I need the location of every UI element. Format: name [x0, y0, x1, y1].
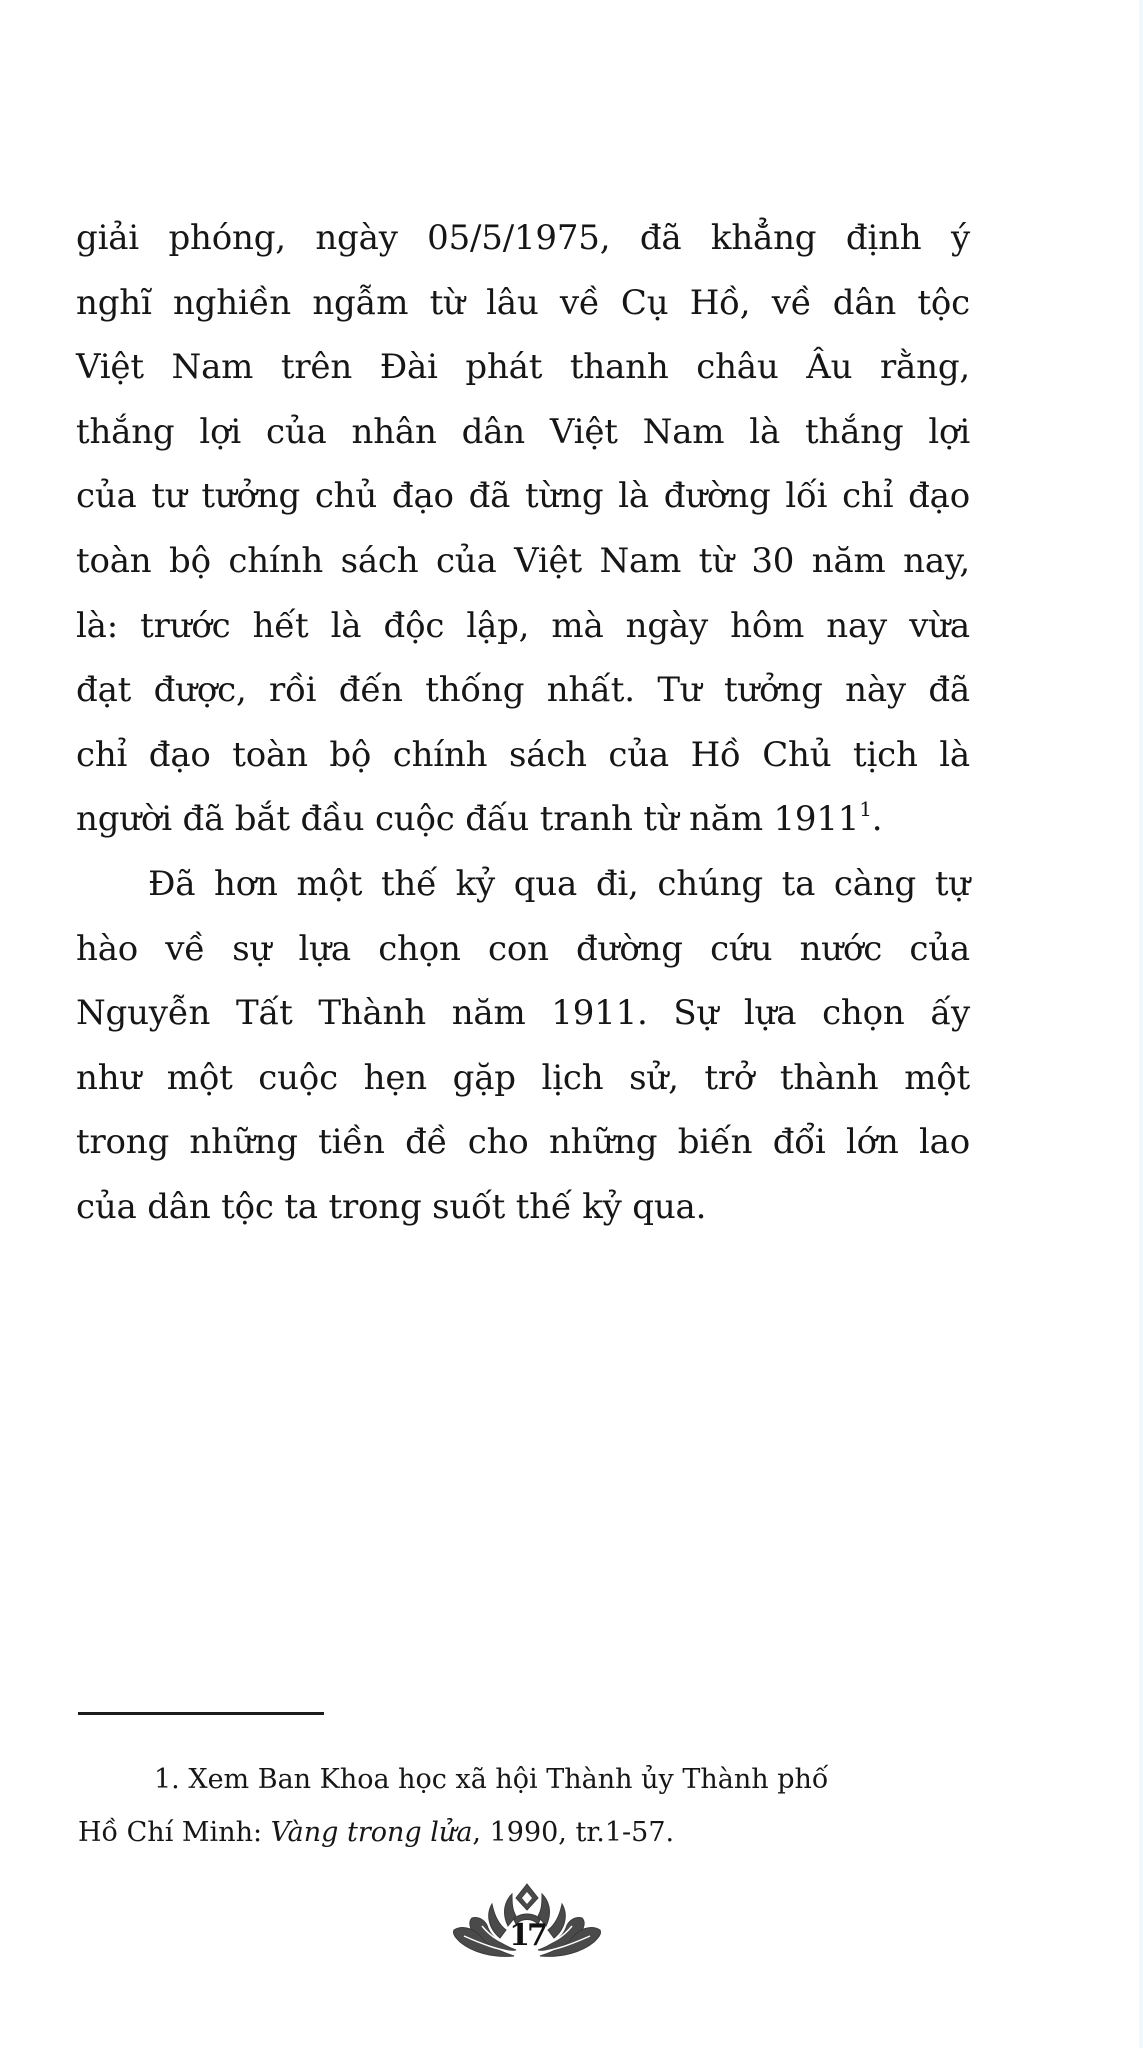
book-page-body — [76, 206, 970, 1240]
footnote-number: 1. — [154, 1764, 180, 1795]
text-line: Việt Nam trên Đài phát thanh châu Âu rằng, — [76, 347, 970, 388]
paragraph-1 — [76, 206, 970, 852]
text-line-with-footnote — [76, 787, 970, 852]
footnote-text: , 1990, tr.1-57. — [472, 1817, 675, 1848]
text-line: đạt được, rồi đến thống nhất. Tư tưởng này đã — [76, 670, 970, 711]
page-number-ornament — [452, 1880, 602, 1966]
text-line: hào về sự lựa chọn con đường cứu nước của — [76, 928, 970, 969]
footnote-1 — [78, 1753, 972, 1859]
text-line: thắng lợi của nhân dân Việt Nam là thắng lợi — [76, 411, 970, 452]
text-line: của tư tưởng chủ đạo đã từng là đường lối chỉ đạo — [76, 476, 970, 517]
page-edge — [1139, 0, 1143, 2048]
text-line: trong những tiền đề cho những biến đổi lớn lao — [76, 1122, 970, 1163]
footnote-line — [78, 1753, 972, 1806]
footnote-reference[interactable]: 1 — [859, 797, 872, 822]
text-line: là: trước hết là độc lập, mà ngày hôm nay vừa — [76, 605, 970, 646]
text-line-content: người đã bắt đầu cuộc đấu tranh từ năm 1911 — [76, 799, 860, 840]
footnote-text: Xem Ban Khoa học xã hội Thành ủy Thành phố — [188, 1764, 829, 1795]
text-line: Đã hơn một thế kỷ qua đi, chúng ta càng tự — [148, 863, 970, 904]
text-line: chỉ đạo toàn bộ chính sách của Hồ Chủ tịch là — [76, 734, 970, 775]
text-line: như một cuộc hẹn gặp lịch sử, trở thành một — [76, 1057, 970, 1098]
paragraph-2 — [76, 852, 970, 1240]
book-title: Vàng trong lửa — [270, 1817, 473, 1848]
end-punctuation: . — [871, 799, 883, 840]
text-line: của dân tộc ta trong suốt thế kỷ qua. — [76, 1186, 707, 1227]
text-line: Nguyễn Tất Thành năm 1911. Sự lựa chọn ấy — [76, 993, 970, 1034]
text-line: giải phóng, ngày 05/5/1975, đã khẳng định ý — [76, 218, 970, 258]
footnote-text: Hồ Chí Minh: — [78, 1817, 271, 1848]
footnotes — [78, 1753, 972, 1859]
footnote-line — [78, 1806, 972, 1859]
footnote-separator — [78, 1712, 324, 1715]
page-number: 17 — [509, 1918, 545, 1953]
text-line: nghĩ nghiền ngẫm từ lâu về Cụ Hồ, về dân tộc — [76, 282, 970, 323]
text-line: toàn bộ chính sách của Việt Nam từ 30 năm nay, — [76, 540, 970, 581]
